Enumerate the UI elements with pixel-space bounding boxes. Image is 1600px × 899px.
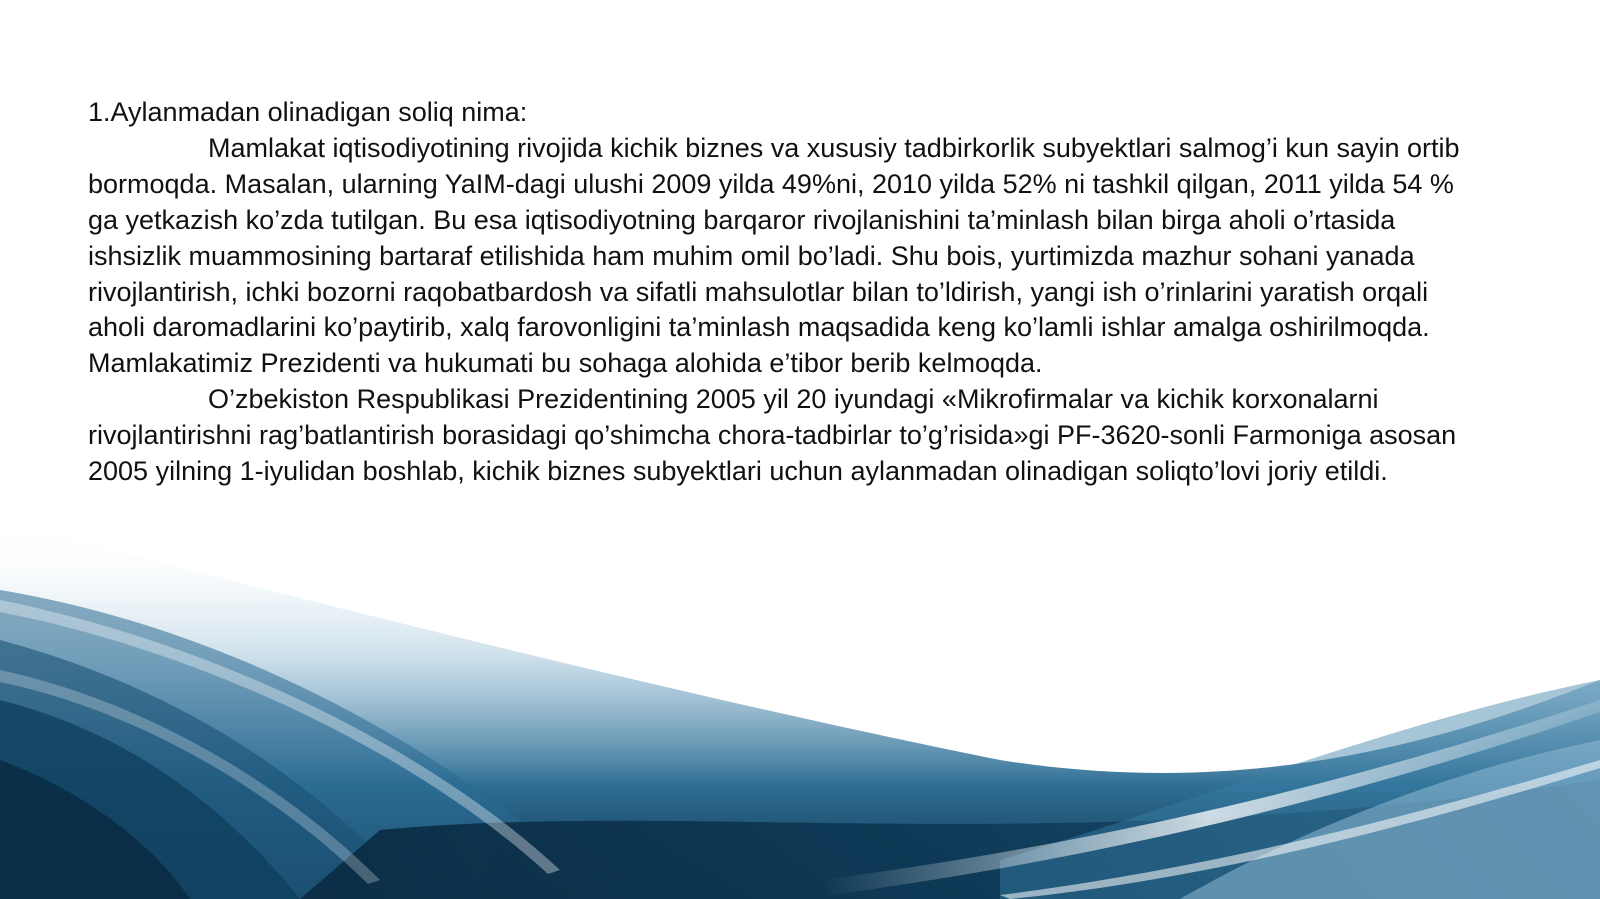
heading: 1.Aylanmadan olinadigan soliq nima: bbox=[88, 97, 528, 127]
paragraph-1: Mamlakat iqtisodiyotining rivojida kichik biznes va xususiy tadbirkorlik subyektlari salmog’i kun sayin ortib bormoqda. Masalan, ularning YaIM-dagi ulushi 2009 yilda 49%ni, 2010 yilda 52% ni tashkil qilgan, 2011 yilda 54 % ga yetkazish ko’zda tutilgan. Bu esa iqtisodiyotning barqaror rivojlanishini ta’minlash bilan birga aholi o’rtasida ishsizlik muammosining bartaraf etilishida ham muhim omil bo’ladi. Shu bois, yurtimizda mazhur sohani yanada rivojlantirish, ichki bozorni raqobatbardosh va sifatli mahsulotlar bilan to’ldirish, yangi ish o’rinlarini yaratish orqali aholi daromadlarini ko’paytirib, xalq farovonligini ta’minlash maqsadida keng ko’lamli ishlar amalga oshirilmoqda. Mamlakatimiz Prezidenti va hukumati bu sohaga alohida e’tibor berib kelmoqda. bbox=[88, 132, 1460, 379]
paragraph-2: O’zbekiston Respublikasi Prezidentining 2005 yil 20 iyundagi «Mikrofirmalar va kichik korxonalarni rivojlantirishni rag’batlantirish borasidagi qo’shimcha chora-tadbirlar to’g’risida»gi PF-3620-sonli Farmoniga asosan 2005 yilning 1-iyulidan boshlab, kichik biznes subyektlari uchun aylanmadan olinadigan soliqto’lovi joriy etildi. bbox=[88, 384, 1457, 487]
slide-body bbox=[88, 95, 1488, 490]
